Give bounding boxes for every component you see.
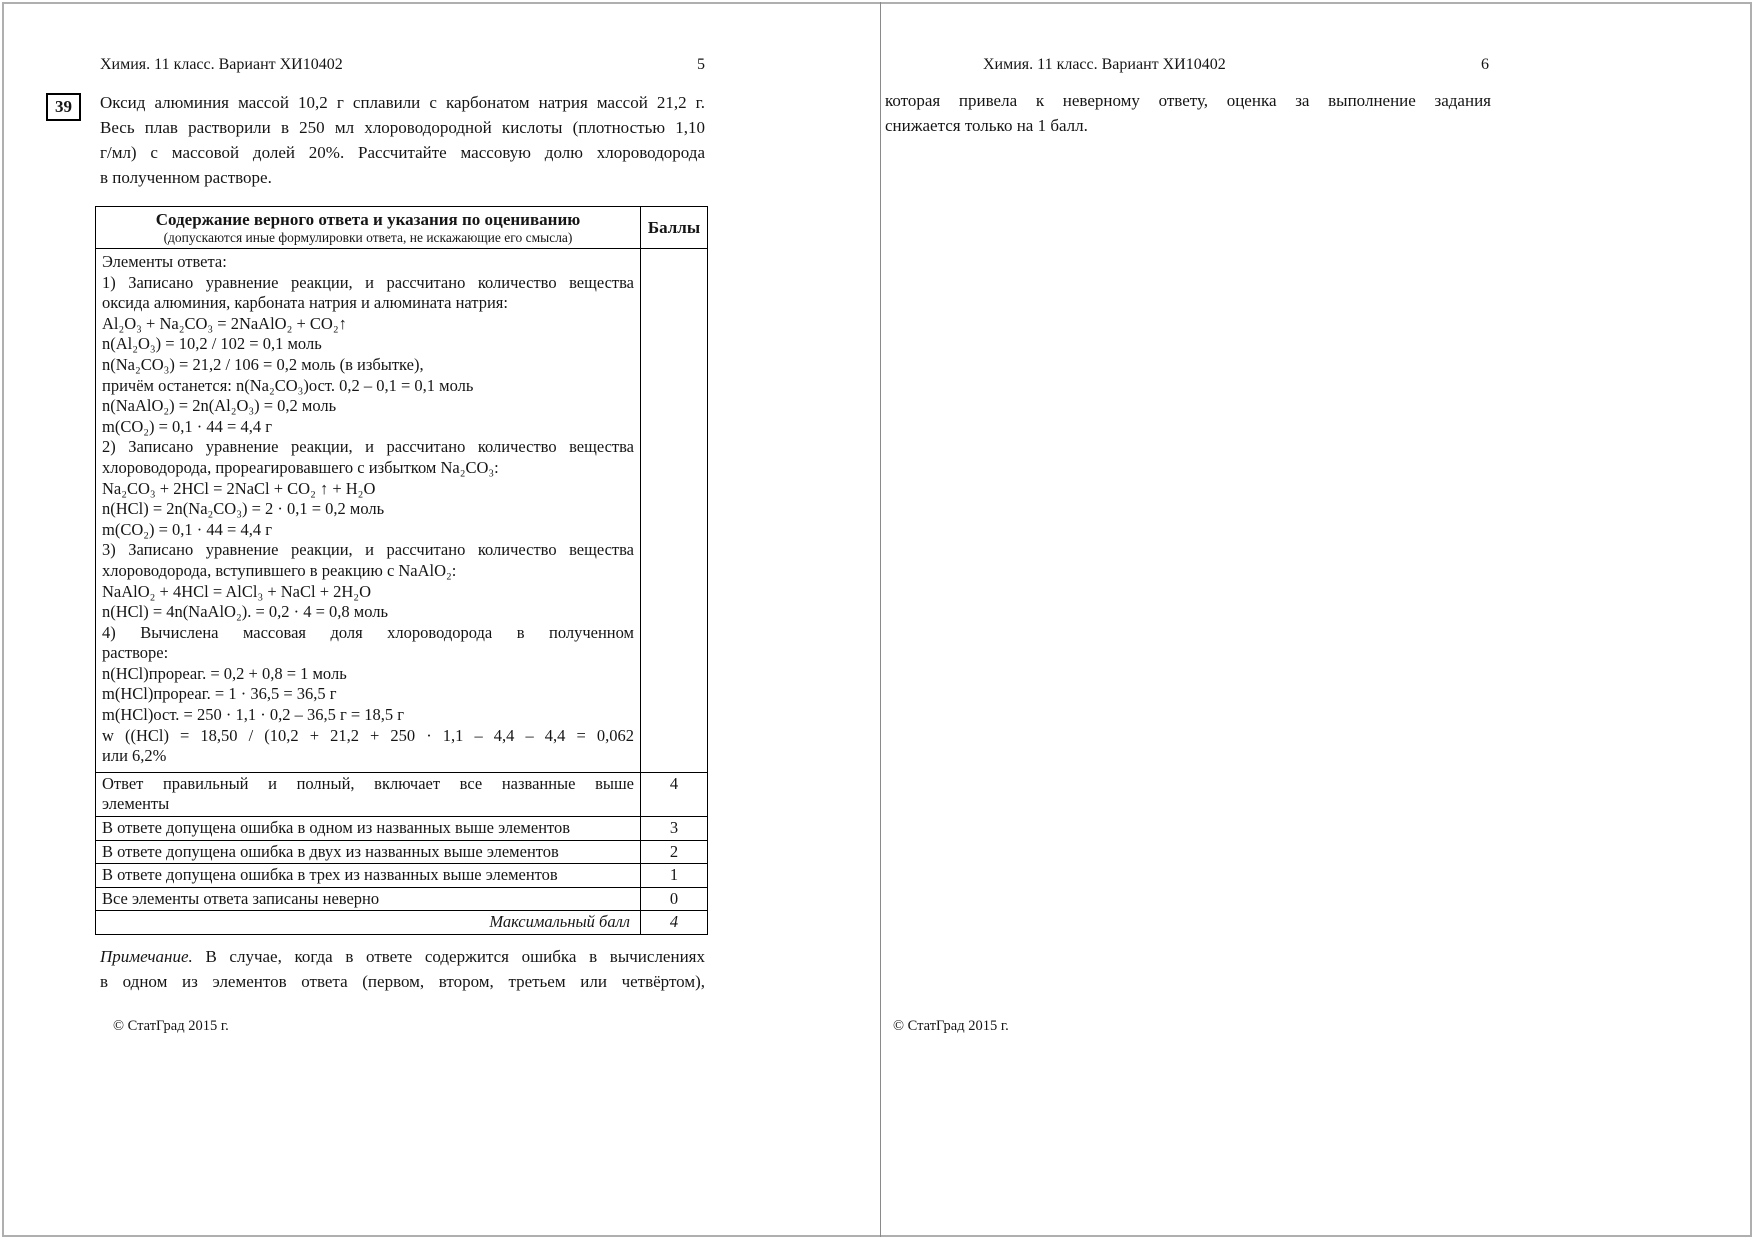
note-label: Примечание. xyxy=(100,947,193,966)
table-header-subtitle: (допускаются иные формулировки ответа, не искажающие его смысла) xyxy=(163,230,573,245)
solution-row xyxy=(96,249,708,773)
table-header-score: Баллы xyxy=(641,207,708,249)
page-header xyxy=(100,55,705,74)
score-cell: 1 xyxy=(641,864,708,888)
page-number: 6 xyxy=(1481,56,1489,73)
continuation-text: которая привела к неверному ответу, оценка за выполнение задания снижается только на 1 балл. xyxy=(885,91,1491,135)
note xyxy=(100,944,705,994)
score-row xyxy=(96,840,708,864)
max-score-row xyxy=(96,911,708,935)
criterion-cell: Ответ правильный и полный, включает все названные выше элементы xyxy=(96,772,641,816)
table-header-row xyxy=(96,207,708,249)
max-score-cell: 4 xyxy=(641,911,708,935)
score-row xyxy=(96,772,708,816)
page-6 xyxy=(881,0,1752,1239)
page-header xyxy=(983,55,1489,74)
copyright-footer: © СтатГрад 2015 г. xyxy=(113,1018,229,1034)
header-title: Химия. 11 класс. Вариант ХИ10402 xyxy=(100,56,343,73)
criterion-cell: В ответе допущена ошибка в двух из названных выше элементов xyxy=(96,840,641,864)
criterion-cell: В ответе допущена ошибка в одном из названных выше элементов xyxy=(96,817,641,841)
task-number-box: 39 xyxy=(46,93,81,121)
score-cell: 3 xyxy=(641,817,708,841)
solution-score-cell xyxy=(641,249,708,773)
score-row xyxy=(96,887,708,911)
table-header-content xyxy=(96,207,641,249)
score-row xyxy=(96,817,708,841)
score-cell: 2 xyxy=(641,840,708,864)
page-number: 5 xyxy=(697,56,705,73)
copyright-footer: © СтатГрад 2015 г. xyxy=(893,1018,1009,1034)
answer-table xyxy=(95,206,708,935)
criterion-cell: В ответе допущена ошибка в трех из названных выше элементов xyxy=(96,864,641,888)
criterion-cell: Все элементы ответа записаны неверно xyxy=(96,887,641,911)
solution-cell: Элементы ответа: 1) Записано уравнение реакции, и рассчитано количество вещества оксида алюминия, карбоната натрия и алюмината натрия: Al₂O₃ + Na₂CO₃ = 2NaAlO₂ + CO₂↑ n(Al₂O₃) = 10,2 / 102 = 0,1 моль n(Na₂CO₃) = 21,2 / 106 = 0,2 моль (в избытке), причём останется: n(Na₂CO₃)ост. 0,2 – 0,1 = 0,1 моль n(NaAlO₂) = 2n(Al₂O₃) = 0,2 моль m(CO₂) = 0,1 · 44 = 4,4 г 2) Записано уравнение реакции, и рассчитано количество вещества хлороводорода, прореагировавшего с избытком Na₂CO₃: Na₂CO₃ + 2HCl = 2NaCl + CO₂ ↑ + H₂O n(HCl) = 2n(Na₂CO₃) = 2 · 0,1 = 0,2 моль m(CO₂) = 0,1 · 44 = 4,4 г 3) Записано уравнение реакции, и рассчитано количество вещества хлороводорода, вступившего в реакцию с NaAlO₂: NaAlO₂ + 4HCl = AlCl₃ + NaCl + 2H₂O n(HCl) = 4n(NaAlO₂). = 0,2 · 4 = 0,8 моль 4) Вычислена массовая доля хлороводорода в полученном растворе: n(HCl)прореаг. = 0,2 + 0,8 = 1 моль m(HCl)прореаг. = 1 · 36,5 = 36,5 г m(HCl)ост. = 250 · 1,1 · 0,2 – 36,5 г = 18,5 г w ((HCl) = 18,50 / (10,2 + 21,2 + 250 · 1,1 – 4,4 – 4,4 = 0,062 или 6,2% xyxy=(96,249,641,773)
table-header-title: Содержание верного ответа и указания по оцениванию xyxy=(155,210,581,229)
max-score-label: Максимальный балл xyxy=(96,911,641,935)
score-cell: 4 xyxy=(641,772,708,816)
score-cell: 0 xyxy=(641,887,708,911)
note-text-line1: В случае, когда в ответе содержится ошибка в вычислениях xyxy=(192,947,705,966)
note-line-2: в одном из элементов ответа (первом, втором, третьем или четвёртом), xyxy=(100,972,705,991)
score-row xyxy=(96,864,708,888)
header-title: Химия. 11 класс. Вариант ХИ10402 xyxy=(983,56,1226,73)
note-line-1 xyxy=(100,944,705,969)
task-text: Оксид алюминия массой 10,2 г сплавили с карбонатом натрия массой 21,2 г. Весь плав растворили в 250 мл хлороводородной кислоты (плотностью 1,10 г/мл) с массовой долей 20%. Рассчитайте массовую долю хлороводорода в полученном растворе. xyxy=(100,93,705,187)
